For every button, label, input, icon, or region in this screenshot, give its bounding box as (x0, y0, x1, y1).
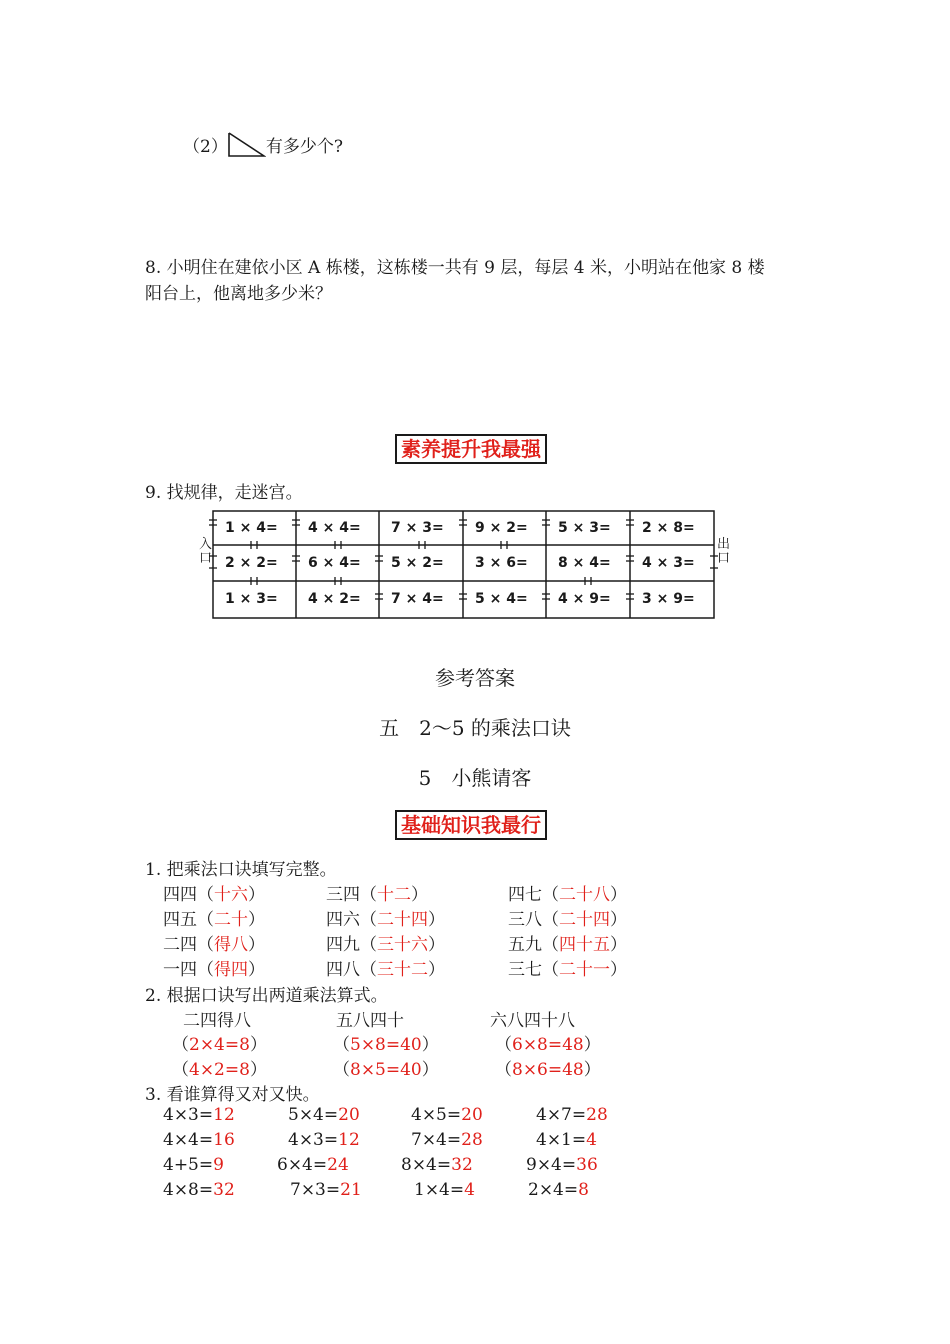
a1-item: 四九（三十六） (326, 935, 445, 955)
answers-unit: 五 2～5 的乘法口诀 (379, 716, 571, 740)
maze-cell: 4 × 2= (308, 591, 361, 607)
maze-cell: 4 × 9= (558, 591, 611, 607)
a1-title: 1. 把乘法口诀填写完整。 (145, 860, 337, 880)
maze-cell: 5 × 3= (558, 520, 611, 536)
maze-cell: 7 × 3= (391, 520, 444, 536)
answers-heading: 参考答案 (435, 666, 515, 690)
maze-cell: 6 × 4= (308, 555, 361, 571)
q7-part2 (183, 132, 343, 158)
triangle-icon (228, 132, 266, 158)
maze-cell: 1 × 3= (225, 591, 278, 607)
section-title-basic: 基础知识我最行 (395, 810, 547, 840)
q9-title: 9. 找规律，走迷宫。 (145, 483, 303, 503)
a2-title: 2. 根据口诀写出两道乘法算式。 (145, 986, 388, 1006)
maze-cell: 4 × 3= (642, 555, 695, 571)
a1-item: 四六（二十四） (326, 910, 445, 930)
maze-cell: 3 × 9= (642, 591, 695, 607)
q8-line2: 阳台上，他离地多少米？ (145, 284, 332, 304)
a2-answer: （6×8=48） (495, 1035, 601, 1055)
a3-item: 5×4=20 (288, 1105, 360, 1125)
a1-item: 一四（得四） (163, 960, 265, 980)
a2-head: 六八四十八 (490, 1011, 575, 1031)
q7-part2-prefix: （2） (183, 137, 228, 157)
a3-item: 1×4=4 (414, 1180, 475, 1200)
maze-cell: 2 × 2= (225, 555, 278, 571)
maze-cell: 9 × 2= (475, 520, 528, 536)
a1-item: 四四（十六） (163, 885, 265, 905)
maze-cell: 5 × 4= (475, 591, 528, 607)
a3-item: 4×8=32 (163, 1180, 235, 1200)
a3-item: 4×7=28 (536, 1105, 608, 1125)
a1-item: 三八（二十四） (508, 910, 627, 930)
a1-item: 三七（二十一） (508, 960, 627, 980)
a1-item: 四五（二十） (163, 910, 265, 930)
maze-cell: 3 × 6= (475, 555, 528, 571)
section-title-improve: 素养提升我最强 (395, 434, 547, 464)
maze-exit: 出口 (717, 537, 731, 566)
a2-answer: （5×8=40） (333, 1035, 439, 1055)
maze-entrance: 入口 (199, 537, 213, 566)
a3-title: 3. 看谁算得又对又快。 (145, 1085, 320, 1105)
q7-part2-suffix: 有多少个? (265, 137, 343, 157)
a2-answer: （8×6=48） (495, 1060, 601, 1080)
a3-item: 4×4=16 (163, 1130, 235, 1150)
a3-item: 4+5=9 (163, 1155, 224, 1175)
maze-cell: 2 × 8= (642, 520, 695, 536)
a2-head: 二四得八 (183, 1011, 251, 1031)
q8-line1: 8. 小明住在建依小区 A 栋楼，这栋楼一共有 9 层，每层 4 米，小明站在他家 8 楼 (145, 258, 765, 278)
a3-item: 4×3=12 (163, 1105, 235, 1125)
a1-item: 三四（十二） (326, 885, 428, 905)
a2-answer: （8×5=40） (333, 1060, 439, 1080)
maze-cell: 5 × 2= (391, 555, 444, 571)
a3-item: 7×4=28 (411, 1130, 483, 1150)
a3-item: 8×4=32 (401, 1155, 473, 1175)
a3-item: 9×4=36 (526, 1155, 598, 1175)
a3-item: 6×4=24 (277, 1155, 349, 1175)
answers-lesson: 5 小熊请客 (418, 766, 532, 790)
a2-answer: （4×2=8） (172, 1060, 267, 1080)
a1-item: 二四（得八） (163, 935, 265, 955)
maze-cell: 1 × 4= (225, 520, 278, 536)
maze-cell: 8 × 4= (558, 555, 611, 571)
a3-item: 4×3=12 (288, 1130, 360, 1150)
maze (195, 508, 735, 620)
a3-item: 4×5=20 (411, 1105, 483, 1125)
a1-item: 四八（三十二） (326, 960, 445, 980)
a3-item: 7×3=21 (290, 1180, 362, 1200)
maze-cell: 4 × 4= (308, 520, 361, 536)
a1-item: 五九（四十五） (508, 935, 627, 955)
a1-item: 四七（二十八） (508, 885, 627, 905)
a3-item: 2×4=8 (528, 1180, 589, 1200)
maze-cell: 7 × 4= (391, 591, 444, 607)
a2-head: 五八四十 (336, 1011, 404, 1031)
a3-item: 4×1=4 (536, 1130, 597, 1150)
a2-answer: （2×4=8） (172, 1035, 267, 1055)
